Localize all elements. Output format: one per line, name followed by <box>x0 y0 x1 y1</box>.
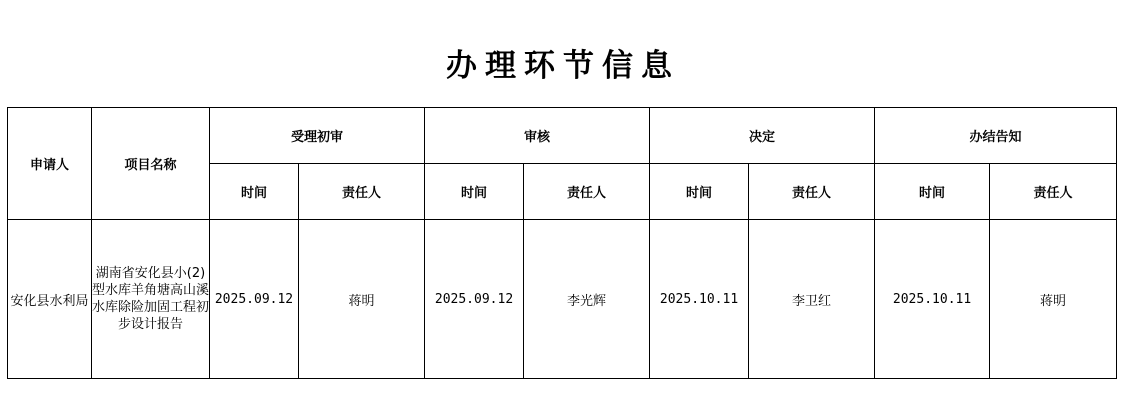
cell-acceptance-time: 2025.09.12 <box>210 220 299 379</box>
header-stage-review: 审核 <box>425 108 650 164</box>
header-applicant: 申请人 <box>8 108 92 220</box>
header-time: 时间 <box>650 164 749 220</box>
header-stage-notice: 办结告知 <box>875 108 1117 164</box>
table-header-row <box>8 108 1117 164</box>
cell-decision-person: 李卫红 <box>749 220 875 379</box>
cell-review-person: 李光辉 <box>524 220 650 379</box>
header-stage-acceptance: 受理初审 <box>210 108 425 164</box>
header-person: 责任人 <box>524 164 650 220</box>
cell-review-time: 2025.09.12 <box>425 220 524 379</box>
header-time: 时间 <box>425 164 524 220</box>
table-row <box>8 220 1117 379</box>
process-info-table <box>7 107 1117 379</box>
header-time: 时间 <box>210 164 299 220</box>
cell-project-name: 湖南省安化县小(2) 型水库羊角塘高山溪水库除险加固工程初步设计报告 <box>92 220 210 379</box>
header-stage-decision: 决定 <box>650 108 875 164</box>
cell-decision-time: 2025.10.11 <box>650 220 749 379</box>
cell-acceptance-person: 蒋明 <box>299 220 425 379</box>
cell-notice-person: 蒋明 <box>990 220 1117 379</box>
cell-applicant: 安化县水利局 <box>8 220 92 379</box>
header-person: 责任人 <box>990 164 1117 220</box>
cell-notice-time: 2025.10.11 <box>875 220 990 379</box>
page-title: 办理环节信息 <box>446 48 680 84</box>
header-person: 责任人 <box>299 164 425 220</box>
header-project-name: 项目名称 <box>92 108 210 220</box>
header-person: 责任人 <box>749 164 875 220</box>
header-time: 时间 <box>875 164 990 220</box>
